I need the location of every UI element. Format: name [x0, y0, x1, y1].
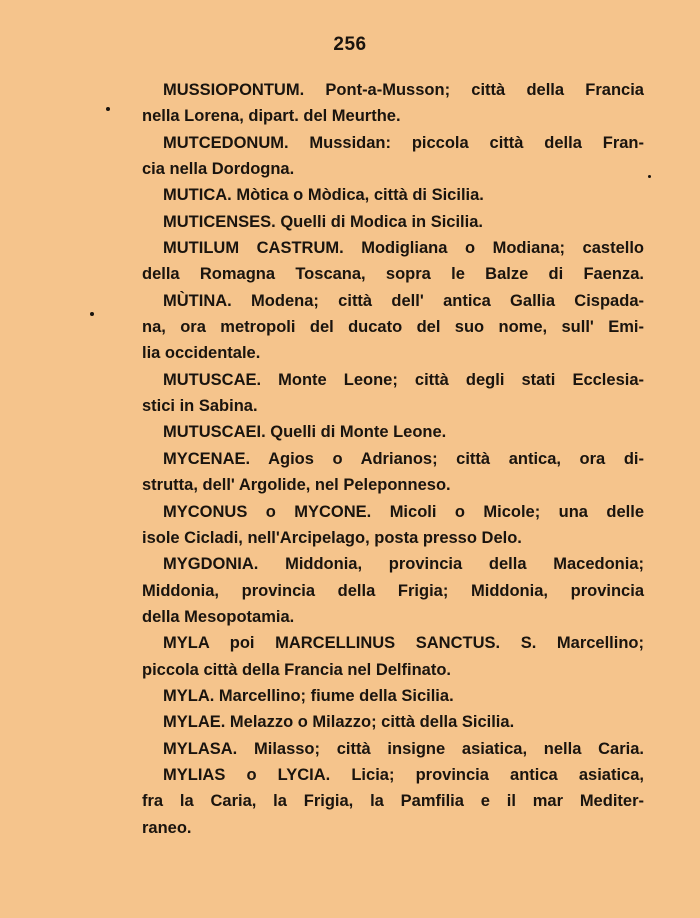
gazetteer-entries: [142, 77, 644, 841]
text-line: isole Cicladi, nell'Arcipelago, posta presso Delo.: [142, 528, 522, 547]
text-line: MYGDONIA. Middonia, provincia della Macedonia;: [163, 555, 644, 574]
text-line: Middonia, provincia della Frigia; Middonia, provincia: [142, 581, 644, 600]
text-line: della Romagna Toscana, sopra le Balze di Faenza.: [142, 265, 644, 284]
text-line: lia occidentale.: [142, 344, 261, 363]
text-line: strutta, dell' Argolide, nel Peleponneso.: [142, 476, 451, 495]
ink-speck: [648, 175, 651, 178]
text-line: raneo.: [142, 818, 192, 837]
text-line: MYLA poi MARCELLINUS SANCTUS. S. Marcellino;: [163, 634, 644, 653]
ink-speck: [106, 107, 110, 111]
text-line: MUTICENSES. Quelli di Modica in Sicilia.: [163, 212, 483, 231]
text-line: piccola città della Francia nel Delfinato.: [142, 660, 452, 679]
text-line: MUTUSCAEI. Quelli di Monte Leone.: [163, 423, 447, 442]
text-line: MYLIAS o LYCIA. Licia; provincia antica asiatica,: [163, 765, 644, 784]
text-line: MYLASA. Milasso; città insigne asiatica, nella Caria.: [163, 739, 644, 758]
text-line: MUTCEDONUM. Mussidan: piccola città della Fran-: [163, 133, 644, 152]
text-line: MUSSIOPONTUM. Pont-a-Musson; città della Francia: [163, 81, 644, 99]
text-line: MUTUSCAE. Monte Leone; città degli stati Ecclesia-: [163, 370, 644, 389]
text-line: MYCENAE. Agios o Adrianos; città antica, ora di-: [163, 449, 644, 468]
text-line: MYLA. Marcellino; fiume della Sicilia.: [163, 686, 454, 705]
text-line: stici in Sabina.: [142, 397, 258, 416]
ink-speck: [90, 312, 94, 316]
text-line: na, ora metropoli del ducato del suo nome, sull' Emi-: [142, 318, 644, 337]
page-number: 256: [333, 34, 367, 55]
text-line: MUTICA. Mòtica o Mòdica, città di Sicilia.: [163, 186, 484, 205]
text-line: MUTILUM CASTRUM. Modigliana o Modiana; castello: [163, 239, 644, 258]
text-line: MYCONUS o MYCONE. Micoli o Micole; una delle: [163, 502, 644, 521]
text-line: cia nella Dordogna.: [142, 160, 295, 179]
text-line: della Mesopotamia.: [142, 607, 295, 626]
text-line: nella Lorena, dipart. del Meurthe.: [142, 107, 401, 126]
text-line: fra la Caria, la Frigia, la Pamfilia e il mar Mediter-: [142, 792, 644, 811]
text-line: MYLAE. Melazzo o Milazzo; città della Sicilia.: [163, 713, 515, 732]
text-line: MÙTINA. Modena; città dell' antica Gallia Cispada-: [163, 291, 644, 310]
